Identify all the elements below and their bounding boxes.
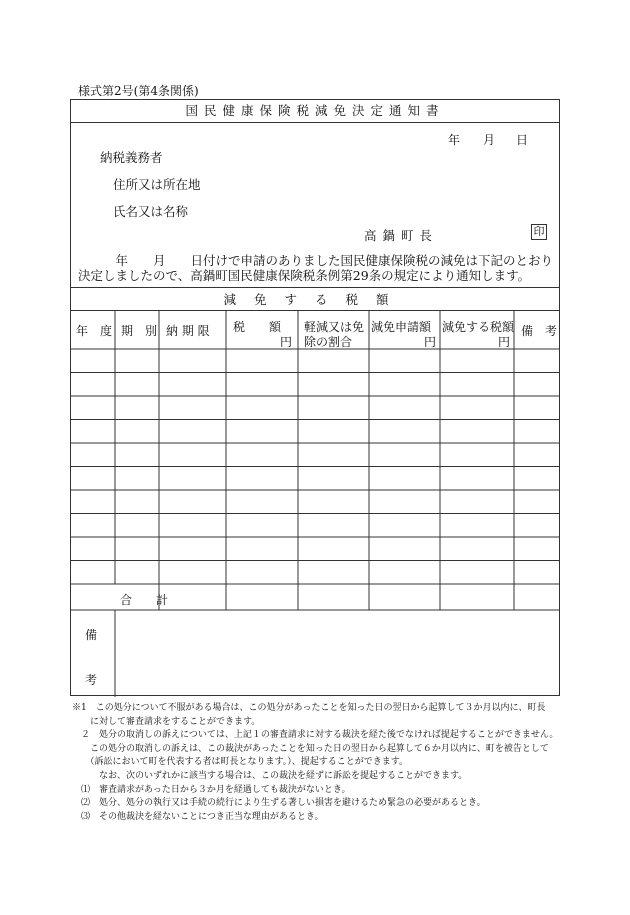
col-header-applied-amount: 減免申請額 [371, 320, 432, 334]
col-header-reduction-line2: 除の割合 [304, 335, 353, 349]
reduction-table [70, 311, 560, 697]
form-title: 国民健康保険税減免決定通知書 [70, 99, 560, 123]
form-number-label: 様式第2号(第4条関係) [78, 84, 199, 98]
unit-applied: 円 [424, 335, 437, 349]
note-line: ※1 この処分について不服がある場合は、この処分があったことを知った日の翌日から起算して３か月以内に、町長 [72, 703, 546, 713]
col-header-year: 年 度 [76, 324, 113, 338]
reduction-section-title: 減免する税額 [70, 287, 560, 311]
col-header-tax: 税 額 [233, 320, 282, 334]
issue-date [448, 131, 528, 148]
date-day: 日 [516, 133, 529, 147]
col-header-reduction-line1: 軽減又は免 [304, 320, 365, 334]
note-line: （訴訟において町を代表する者は町長となります。）、提起することができます。 [72, 757, 409, 768]
taxpayer-label: 納税義務者 [100, 150, 163, 165]
note-line: ２ 処分の取消しの訴えについては、上記１の審査請求に対する裁決を経た後でなければ提起することができません。 [72, 730, 559, 741]
notice-body-line1: 年 月 日付けで申請のありました国民健康保険税の減免は下記のとおり [78, 253, 554, 268]
mayor-title: 高 鍋 町 長 [364, 228, 433, 243]
note-line: なお、次のいずれかに該当する場合は、この裁決を経ずに訴訟を提起することができます。 [72, 770, 468, 781]
unit-exempt: 円 [498, 335, 511, 349]
col-header-exempt-amount: 減免する税額 [442, 320, 515, 334]
note-line: ⑶ その他裁決を経ないことにつき正当な理由があるとき。 [72, 811, 324, 822]
name-label: 氏名又は名称 [113, 204, 189, 219]
note-line: ⑵ 処分、処分の執行又は手続の続行により生ずる著しい損害を避けるため緊急の必要があるとき。 [72, 798, 486, 809]
remarks-box-label-bottom: 考 [85, 673, 98, 687]
date-year: 年 [448, 133, 461, 147]
col-header-period: 期 別 [121, 324, 158, 338]
note-line: ⑴ 審査請求があった日から３か月を経過しても裁決がないとき。 [72, 784, 351, 795]
note-line: に対して審査請求をすることができます。 [72, 716, 261, 727]
remarks-box-label-top: 備 [85, 628, 98, 642]
legal-notes [72, 702, 592, 824]
notice-body-line2: 決定しましたので、高鍋町国民健康保険税条例第29条の規定により通知します。 [78, 268, 531, 283]
date-month: 月 [483, 133, 496, 147]
seal-mark: 印 [531, 224, 547, 240]
unit-tax: 円 [280, 335, 293, 349]
note-line: この処分の取消しの訴えは、この裁決があったことを知った日の翌日から起算して６か月以内に、町を被告として [72, 743, 549, 754]
col-header-due-date: 納 期 限 [166, 324, 210, 338]
address-label: 住所又は所在地 [113, 177, 201, 192]
notice-body [78, 253, 553, 283]
col-header-remarks: 備 考 [521, 324, 558, 338]
total-row-label: 合 計 [120, 593, 169, 607]
